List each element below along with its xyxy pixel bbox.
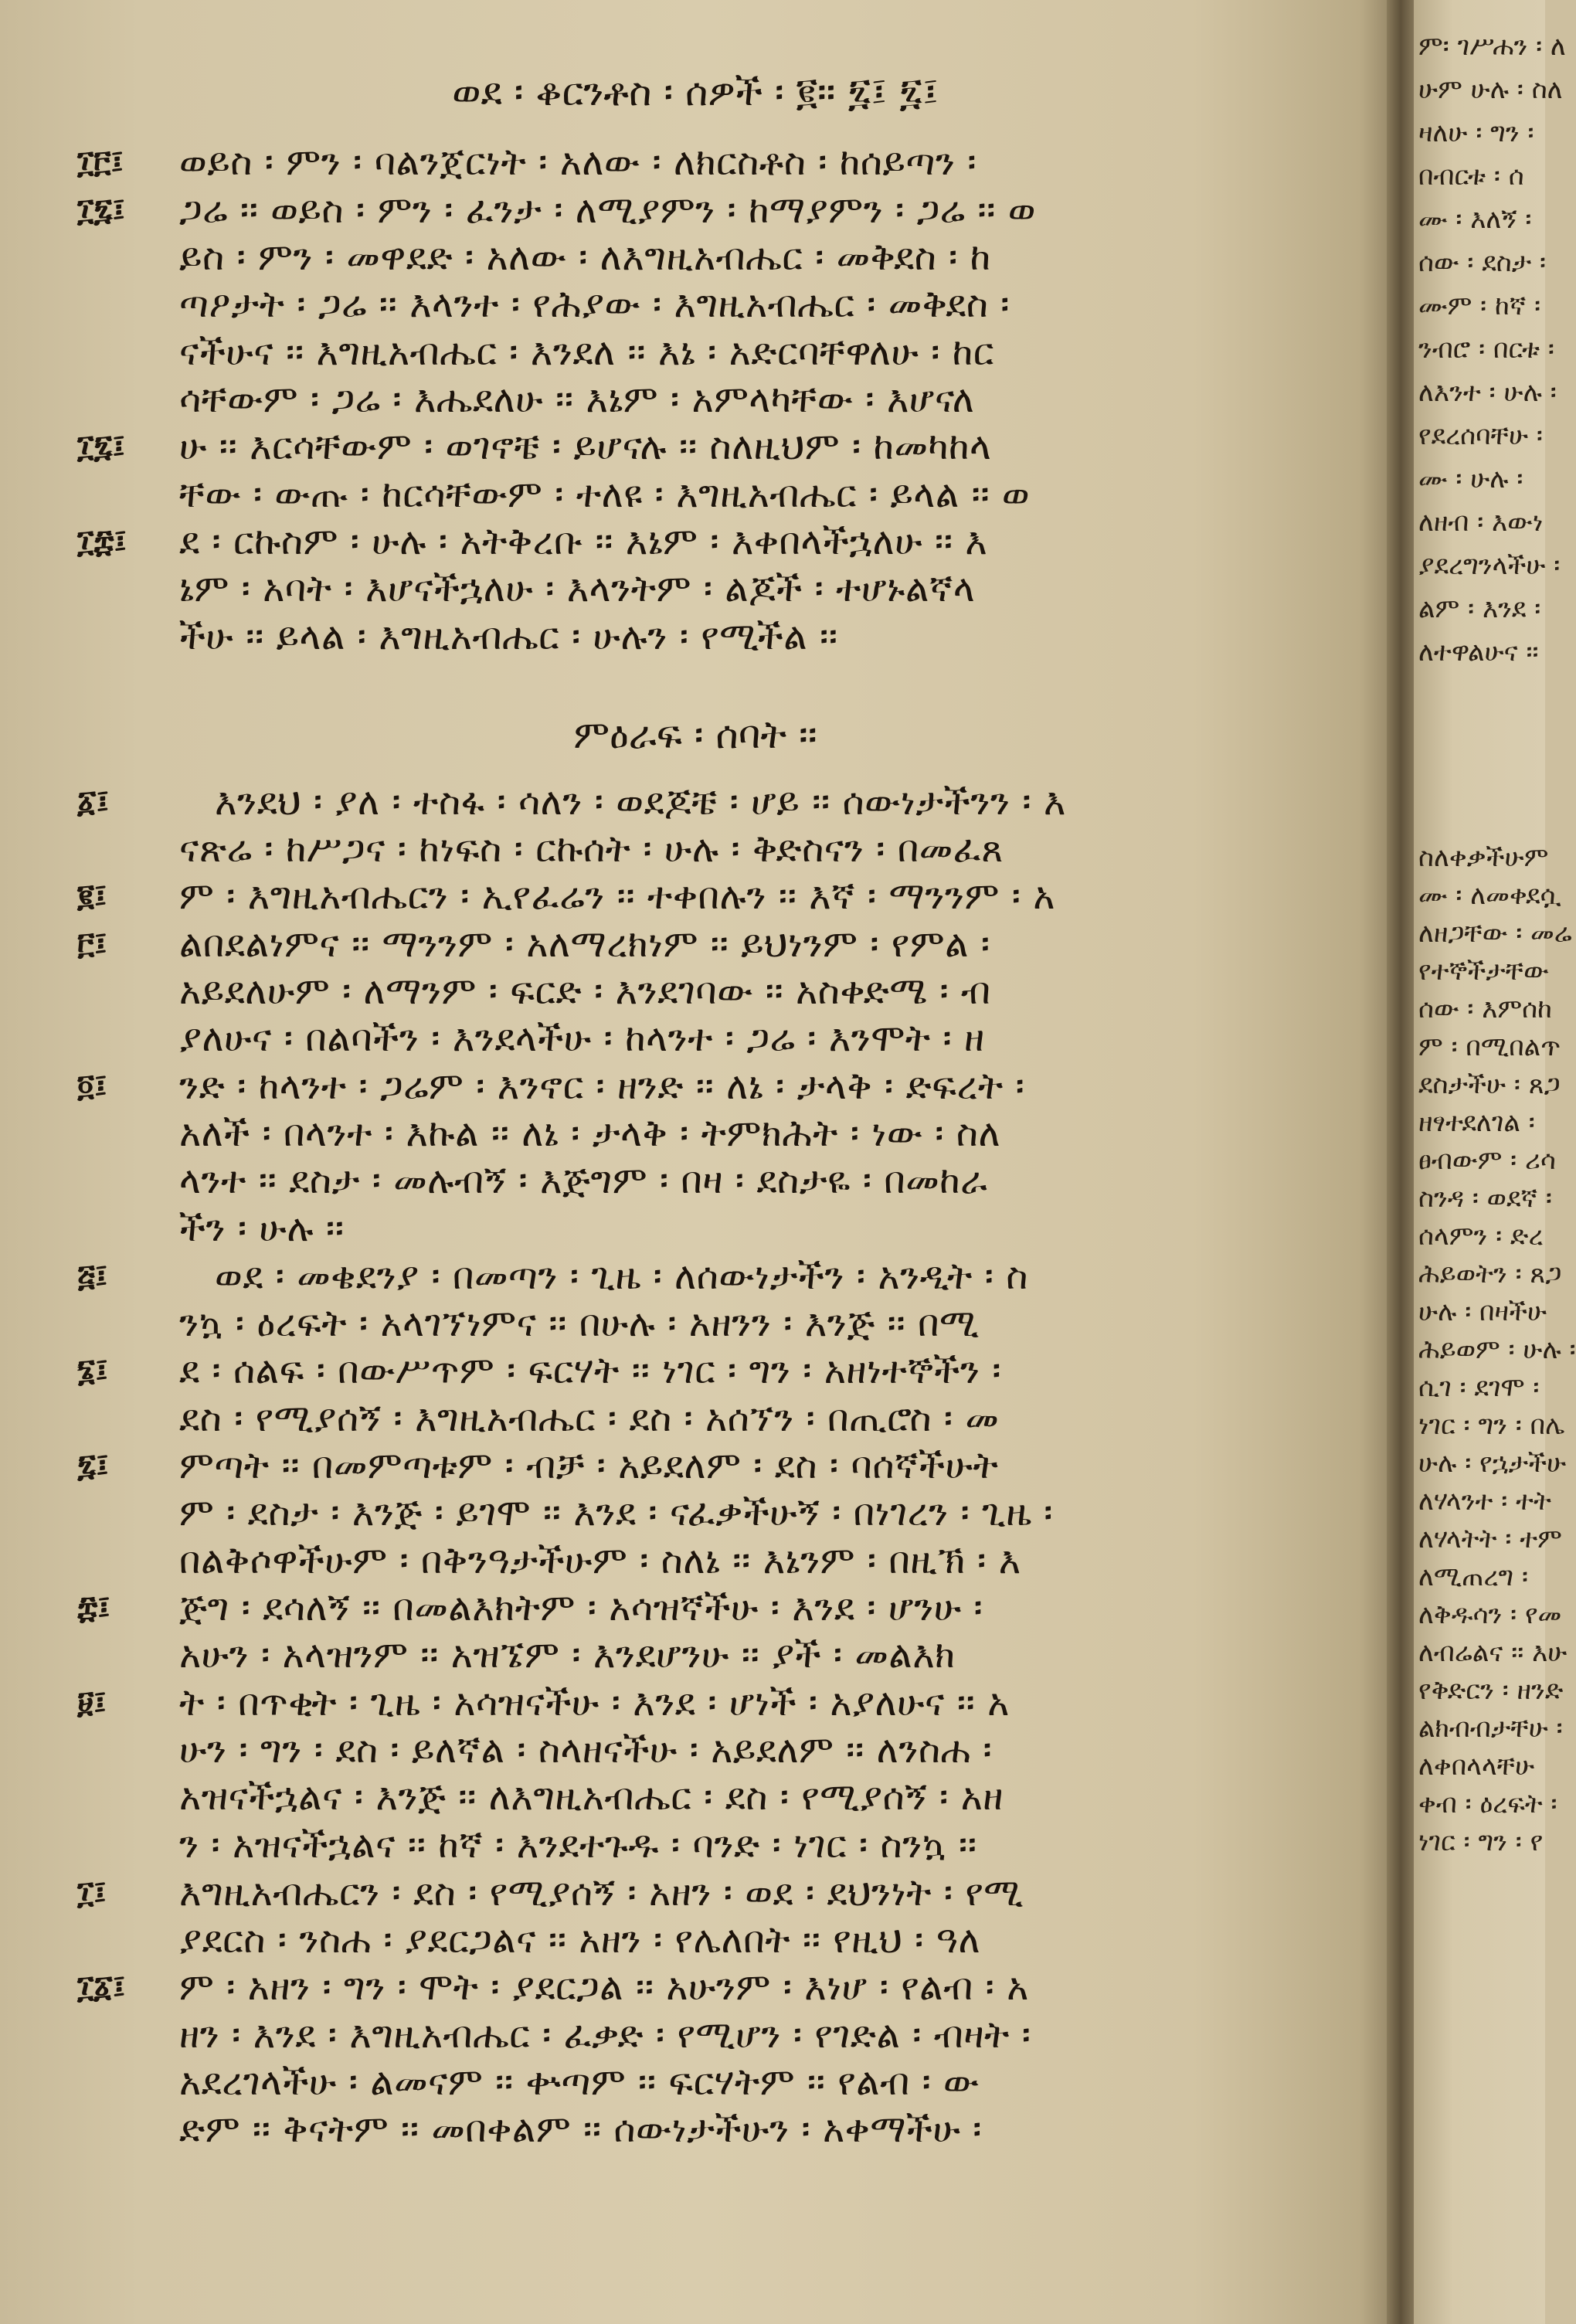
text-line: ናችሁና ፡፡ እግዚአብሔር ፡ እንደለ ፡፡ እኔ ፡ አድርባቸዋለሁ ፡ ከር — [179, 331, 994, 374]
verse-number: ፲፯፤ — [77, 192, 125, 228]
facing-page-text-fragment: ለሚጠረግ ፡ — [1418, 1561, 1529, 1592]
facing-page-text-fragment: ለሃላንተ ፡ ተት — [1418, 1486, 1551, 1517]
text-line: ጅግ ፡ ደሳለኝ ፡፡ በመልእክትም ፡ አሳዝኛችሁ ፡ እንደ ፡ ሆንሁ ፡ — [179, 1586, 983, 1629]
text-line: ቸው ፡ ውጡ ፡ ከርሳቸውም ፡ ተለዩ ፡ እግዚአብሔር ፡ ይላል ፡፡ ወ — [179, 473, 1031, 516]
facing-page-text-fragment: ነገር ፡ ግን ፡ በሌ — [1418, 1410, 1565, 1441]
facing-page-text-fragment: ደስታችሁ ፡ ጸጋ — [1418, 1069, 1561, 1100]
verse-number: ፬፤ — [77, 1069, 107, 1104]
facing-page-text-fragment: ሙም ፡ ከኛ ፡ — [1418, 290, 1541, 321]
text-line: ድም ፡፡ ቅናትም ፡፡ መበቀልም ፡፡ ሰውነታችሁን ፡ አቀማችሁ ፡ — [179, 2108, 982, 2151]
text-line: ወደ ፡ መቄደንያ ፡ በመጣን ፡ ጊዜ ፡ ለሰውነታችን ፡ አንዲት ፡ ስ — [215, 1255, 1028, 1298]
facing-page-text-fragment: የቅድርን ፡ ዘንድ — [1418, 1675, 1564, 1706]
facing-page-text-fragment: ሲገ ፡ ደገሞ ፡ — [1418, 1372, 1540, 1403]
facing-page-text-fragment: ሕይወም ፡ ሁሉ ፡ — [1418, 1334, 1576, 1365]
facing-page-text-fragment: ሙ ፡ ሁሉ ፡ — [1418, 464, 1523, 494]
verse-number: ፲፤ — [77, 1875, 107, 1911]
text-line: ዘን ፡ እንደ ፡ እግዚአብሔር ፡ ፈቃድ ፡ የሚሆን ፡ የገድል ፡ ብዛት ፡ — [179, 2013, 1031, 2057]
text-line: ምጣት ፡፡ በመምጣቱም ፡ ብቻ ፡ አይደለም ፡ ደስ ፡ ባሰኛችሁት — [179, 1444, 999, 1487]
text-line: ም ፡ አዘን ፡ ግን ፡ ሞት ፡ ያደርጋል ፡፡ አሁንም ፡ እነሆ ፡ የልብ ፡ አ — [179, 1966, 1029, 2009]
text-line: ኔም ፡ አባት ፡ እሆናችኋለሁ ፡ እላንትም ፡ ልጆች ፡ ተሆኑልኛላ — [179, 567, 976, 610]
text-line: ም ፡ ደስታ ፡ እንጅ ፡ ይገሞ ፡፡ እንደ ፡ ናፈቃችሁኝ ፡ በነገረን ፡ ጊዜ ፡ — [179, 1491, 1053, 1534]
verse-number: ፫፤ — [77, 926, 107, 962]
facing-page-text-fragment: ሁም ሁሉ ፡ ስለ — [1418, 74, 1563, 105]
facing-page-text-fragment: ዛለሁ ፡ ግን ፡ — [1418, 117, 1534, 148]
facing-page-text-fragment: የተኞችታቸው — [1418, 956, 1549, 987]
text-line: ይስ ፡ ምን ፡ መዋደድ ፡ አለው ፡ ለእግዚአብሔር ፡ መቅደስ ፡ ከ — [179, 236, 991, 279]
verse-number: ፲፰፤ — [77, 524, 127, 559]
verse-number: ፮፤ — [77, 1353, 108, 1388]
facing-page-text-fragment: ሰው ፡ ደስታ ፡ — [1418, 247, 1547, 278]
facing-page-text-fragment: ነገር ፡ ግን ፡ የ — [1418, 1826, 1544, 1857]
text-line: ወይስ ፡ ምን ፡ ባልንጀርነት ፡ አለው ፡ ለክርስቶስ ፡ ከሰይጣን ፡ — [179, 141, 977, 184]
text-line: ም ፡ እግዚአብሔርን ፡ ኢየፈሬን ፡፡ ተቀበሉን ፡፡ እኛ ፡ ማንንም ፡ አ — [179, 875, 1055, 918]
facing-page-text-fragment: ለተዋልሁና ፡፡ — [1418, 637, 1539, 668]
text-line: ደ ፡ ሰልፍ ፡ በውሥጥም ፡ ፍርሃት ፡፡ ነገር ፡ ግን ፡ አዘነተኞችን ፡ — [179, 1349, 1002, 1392]
text-line: አለች ፡ በላንተ ፡ እኩል ፡፡ ለኔ ፡ ታላቅ ፡ ትምክሕት ፡ ነው ፡ ስለ — [179, 1112, 1001, 1155]
facing-page-text-fragment: ሙ ፡ ለመቀደሷ — [1418, 880, 1561, 911]
text-line: ያለሁና ፡ በልባችን ፡ እንደላችሁ ፡ ከላንተ ፡ ጋሬ ፡ እንሞት ፡ ዘ — [179, 1017, 985, 1060]
page-header: ወደ ፡ ቆርንቶስ ፡ ሰዎች ፡ ፪። ፯፤ ፯፤ — [452, 70, 939, 114]
facing-page-text-fragment: ሕይወትን ፡ ጸጋ — [1418, 1259, 1562, 1289]
facing-page-text-fragment: የደረሰባቸሁ ፡ — [1418, 420, 1543, 451]
facing-page-text-fragment: በብርቱ ፡ ሰ — [1418, 161, 1524, 192]
verse-number: ፱፤ — [77, 1685, 107, 1721]
facing-page-text-fragment: ለሃላትት ፡ ተም — [1418, 1524, 1562, 1554]
facing-page-text-fragment: ልክብብታቸሁ ፡ — [1418, 1713, 1563, 1744]
facing-page-text-fragment: ዘፃተደለገል ፡ — [1418, 1107, 1535, 1138]
text-line: አዝናችኋልና ፡ እንጅ ፡፡ ለእግዚአብሔር ፡ ደስ ፡ የሚያሰኝ ፡ አዘ — [179, 1775, 1004, 1819]
text-line: ንድ ፡ ከላንተ ፡ ጋሬም ፡ እንኖር ፡ ዘንድ ፡፡ ለኔ ፡ ታላቅ ፡ ድፍረት ፡ — [179, 1065, 1025, 1108]
book-gutter — [1387, 0, 1418, 2324]
text-line: ት ፡ በጥቂት ፡ ጊዜ ፡ አሳዝናችሁ ፡ እንደ ፡ ሆነች ፡ አያለሁና ፡፡ አ — [179, 1681, 1010, 1724]
facing-page-edge — [1414, 0, 1576, 2324]
facing-page-text-fragment: ስንዳ ፡ ወደኛ ፡ — [1418, 1183, 1552, 1214]
verse-number: ፲፯፤ — [77, 429, 125, 464]
text-line: አይደለሁም ፡ ለማንም ፡ ፍርድ ፡ እንደገባው ፡፡ አስቀድሜ ፡ ብ — [179, 970, 991, 1013]
facing-page-text-fragment: ም፡ ገሥሐን ፡ ለ — [1418, 31, 1566, 62]
facing-page-text-fragment: ሁሉ ፡ የኋታችሁ — [1418, 1448, 1567, 1479]
verse-number: ፩፤ — [77, 784, 110, 820]
text-line: ሳቸውም ፡ ጋሬ ፡ እሔደለሁ ፡፡ እኔም ፡ አምላካቸው ፡ እሆናለ — [179, 378, 975, 421]
facing-page-text-fragment: ለዘጋቸው ፡ መሬ — [1418, 918, 1572, 949]
text-line: ሁ ፡፡ እርሳቸውም ፡ ወገኖቼ ፡ ይሆናሉ ፡፡ ስለዚህም ፡ ከመካከላ — [179, 425, 992, 468]
text-line: ችሁ ፡፡ ይላል ፡ እግዚአብሔር ፡ ሁሉን ፡ የሚችል ፡፡ — [179, 615, 838, 658]
text-line: ልበደልነምና ፡፡ ማንንም ፡ አለማረክነም ፡፡ ይህነንም ፡ የምል ፡ — [179, 922, 990, 966]
facing-page-text-fragment: ለቅዱሳን ፡ የመ — [1418, 1599, 1562, 1630]
facing-page-text-fragment: ያደረግንላችሁ ፡ — [1418, 550, 1561, 581]
verse-number: ፲፩፤ — [77, 1969, 126, 2005]
verse-number: ፰፤ — [77, 1590, 110, 1626]
facing-page-text-fragment: ሰላምን ፡ ድረ — [1418, 1221, 1544, 1252]
text-line: ደስ ፡ የሚያሰኝ ፡ እግዚአብሔር ፡ ደስ ፡ አሰኘን ፡ በጢሮስ ፡ መ — [179, 1397, 1000, 1440]
facing-page-text-fragment: ሁሉ ፡ በዛችሁ — [1418, 1296, 1547, 1327]
section-heading: ምዕራፍ ፡ ሰባት ፡፡ — [573, 712, 817, 757]
facing-page-text-fragment: ፀብውም ፡ ሪሳ — [1418, 1145, 1556, 1176]
text-line: ያደርስ ፡ ንስሐ ፡ ያደርጋልና ፡፡ አዘን ፡ የሌለበት ፡፡ የዚህ ፡ ዓለ — [179, 1918, 981, 1962]
facing-page-text-fragment: ቀብ ፡ ዕረፍት ፡ — [1418, 1789, 1557, 1819]
text-line: ሁን ፡ ግን ፡ ደስ ፡ ይለኛል ፡ ስላዘናችሁ ፡ አይደለም ፡፡ ለንስሐ ፡ — [179, 1728, 993, 1772]
facing-page-text-fragment: ስለቀቃችሁም — [1418, 842, 1549, 873]
facing-page-text-fragment: ለዘብ ፡ እውነ — [1418, 507, 1544, 538]
facing-page-text-fragment: ለእንተ ፡ ሁሉ ፡ — [1418, 377, 1557, 408]
facing-page-text-fragment: ለቀበላላቸሁ — [1418, 1751, 1535, 1782]
text-line: ጣዖታት ፡ ጋሬ ፡፡ እላንተ ፡ የሕያው ፡ እግዚአብሔር ፡ መቅደስ ፡ — [179, 283, 1010, 326]
text-line: ናጽሬ ፡ ከሥጋና ፡ ከነፍስ ፡ ርኩሰት ፡ ሁሉ ፡ ቅድስናን ፡ በመፈጸ — [179, 827, 1004, 871]
text-line: ን ፡ አዝናችኋልና ፡፡ ከኛ ፡ እንደተጉዱ ፡ ባንድ ፡ ነገር ፡ ስንኳ ፡፡ — [179, 1823, 977, 1867]
text-line: ላንተ ፡፡ ደስታ ፡ መሉብኝ ፡ እጅግም ፡ በዛ ፡ ደስታዬ ፡ በመከራ — [179, 1159, 988, 1202]
text-line: እንደህ ፡ ያለ ፡ ተስፋ ፡ ሳለን ፡ ወደጆቼ ፡ ሆይ ፡፡ ሰውነታችንን ፡ እ — [215, 780, 1066, 824]
facing-page-text-fragment: ሙ ፡ እለኝ ፡ — [1418, 204, 1532, 235]
facing-page-text-fragment: ንብሮ ፡ በርቱ ፡ — [1418, 334, 1554, 365]
text-line: አሁን ፡ አላዝንም ፡፡ አዝኜም ፡ እንደሆንሁ ፡፡ ያች ፡ መልእክ — [179, 1633, 956, 1677]
text-line: ደ ፡ ርኩስም ፡ ሁሉ ፡ አትቅረቡ ፡፡ እኔም ፡ እቀበላችኋለሁ ፡፡ እ — [179, 520, 988, 563]
text-line: አደረገላችሁ ፡ ልመናም ፡፡ ቍጣም ፡፡ ፍርሃትም ፡፡ የልብ ፡ ው — [179, 2061, 980, 2104]
facing-page-text-fragment: ልም ፡ እንደ ፡ — [1418, 593, 1541, 624]
facing-page-text-fragment: ሰው ፡ እምሰከ — [1418, 994, 1552, 1024]
verse-number: ፪፤ — [77, 878, 107, 914]
facing-page-text-fragment: ለብሬልና ፡፡ እሁ — [1418, 1637, 1568, 1668]
verse-number: ፲፫፤ — [77, 144, 124, 180]
text-line: እግዚአብሔርን ፡ ደስ ፡ የሚያሰኝ ፡ አዘን ፡ ወደ ፡ ደህንነት ፡ የሚ — [179, 1871, 1024, 1915]
text-line: በልቅሶዋችሁም ፡ በቅንዓታችሁም ፡ ስለኔ ፡፡ እኔንም ፡ በዚኽ ፡ እ — [179, 1539, 1021, 1582]
verse-number: ፯፤ — [77, 1448, 109, 1483]
text-line: ጋሬ ፡፡ ወይስ ፡ ምን ፡ ፈንታ ፡ ለሚያምን ፡ ከማያምን ፡ ጋሬ ፡፡ ወ — [179, 189, 1036, 232]
verse-number: ፭፤ — [77, 1259, 108, 1294]
text-line: ንኳ ፡ ዕረፍት ፡ አላገኘነምና ፡፡ በሁሉ ፡ አዘንን ፡ እንጅ ፡፡ በሚ — [179, 1302, 980, 1345]
facing-page-text-fragment: ም ፡ በሚበልጥ — [1418, 1031, 1561, 1062]
text-line: ችን ፡ ሁሉ ፡፡ — [179, 1207, 345, 1250]
